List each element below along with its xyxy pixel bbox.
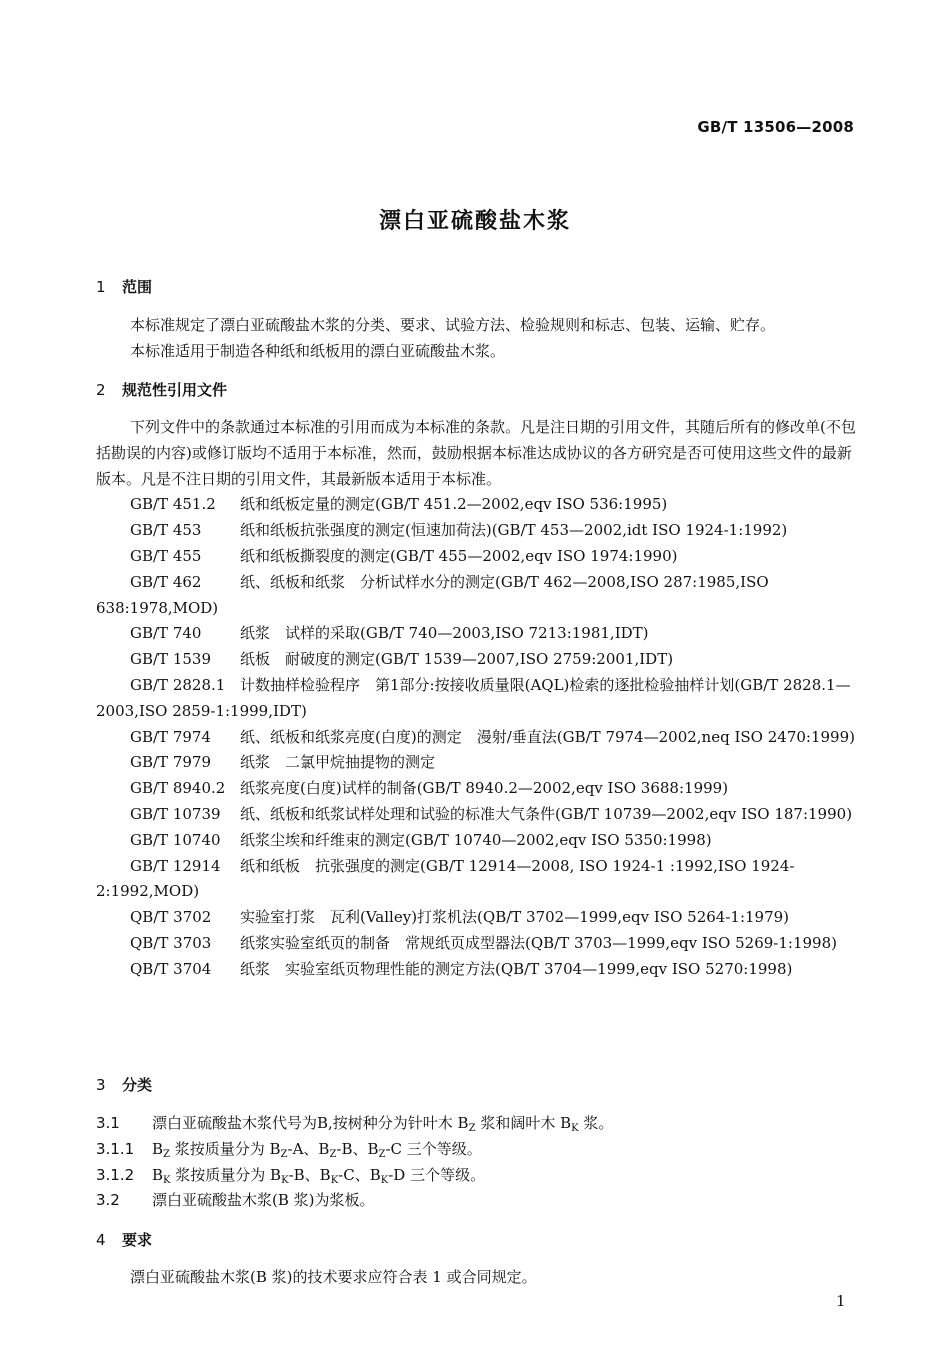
clause-text: -B、B bbox=[288, 1165, 331, 1184]
clause-3-1 bbox=[96, 1111, 856, 1137]
subscript: K bbox=[380, 1174, 389, 1186]
ref-code: QB/T 3704 bbox=[130, 959, 212, 978]
reference-item bbox=[96, 957, 856, 983]
ref-code: GB/T 740 bbox=[130, 624, 202, 643]
subscript: Z bbox=[163, 1148, 170, 1160]
ref-title: 纸浆尘埃和纤维束的测定(GB/T 10740—2002,eqv ISO 5350:1998) bbox=[240, 830, 712, 849]
subscript: K bbox=[330, 1174, 339, 1186]
clause-text: 浆按质量分为 B bbox=[170, 1165, 282, 1184]
ref-title: 纸浆实验室纸页的制备 常规纸页成型器法(QB/T 3703—1999,eqv ISO 5269-1:1998) bbox=[240, 933, 837, 952]
subscript: Z bbox=[280, 1148, 288, 1160]
clause-number: 3.2 bbox=[96, 1191, 120, 1210]
reference-item bbox=[96, 492, 856, 518]
ref-title: 纸浆亮度(白度)试样的制备(GB/T 8940.2—2002,eqv ISO 3688:1999) bbox=[240, 779, 729, 798]
ref-title: 纸浆 二氯甲烷抽提物的测定 bbox=[240, 753, 436, 772]
standard-code: GB/T 13506—2008 bbox=[697, 118, 854, 136]
clause-text: -D 三个等级。 bbox=[388, 1165, 486, 1184]
subscript: K bbox=[281, 1174, 289, 1186]
reference-item bbox=[96, 570, 856, 622]
ref-code: GB/T 7979 bbox=[130, 753, 212, 772]
ref-code: QB/T 3703 bbox=[130, 933, 212, 952]
reference-item bbox=[96, 931, 856, 957]
clause-text: B bbox=[152, 1165, 164, 1184]
section-title: 分类 bbox=[122, 1076, 153, 1094]
ref-code: QB/T 3702 bbox=[130, 908, 212, 927]
clause-number: 3.1.2 bbox=[96, 1165, 135, 1184]
paragraph: 漂白亚硫酸盐木浆(B 浆)的技术要求应符合表 1 或合同规定。 bbox=[130, 1268, 537, 1286]
subscript: Z bbox=[378, 1148, 386, 1160]
reference-item bbox=[96, 621, 856, 647]
clause-text: -C 三个等级。 bbox=[385, 1139, 482, 1158]
section-1-body bbox=[96, 313, 856, 365]
clause-text: B bbox=[152, 1139, 164, 1158]
reference-item bbox=[96, 802, 856, 828]
section-2-heading bbox=[96, 379, 227, 400]
ref-code: GB/T 10740 bbox=[130, 830, 221, 849]
clause-number: 3.1.1 bbox=[96, 1139, 135, 1158]
clause-text: -A、B bbox=[287, 1139, 330, 1158]
ref-title: 计数抽样检验程序 第1部分:按接收质量限(AQL)检索的逐批检验抽样计划(GB/T 2828.1—2003,ISO 2859-1:1999,IDT) bbox=[96, 675, 851, 720]
paragraph: 下列文件中的条款通过本标准的引用而成为本标准的条款。凡是注日期的引用文件，其随后所有的修改单(不包括勘误的内容)或修订版均不适用于本标准，然而，鼓励根据本标准达成协议的各方研究是否可使用这些文件的最新版本。凡是不注日期的引用文件，其最新版本适用于本标准。 bbox=[96, 418, 856, 488]
section-number: 2 bbox=[96, 381, 106, 399]
ref-code: GB/T 8940.2 bbox=[130, 779, 226, 798]
section-1-heading bbox=[96, 276, 152, 297]
ref-title: 纸和纸板定量的测定(GB/T 451.2—2002,eqv ISO 536:1995) bbox=[240, 495, 668, 514]
ref-title: 纸、纸板和纸浆亮度(白度)的测定 漫射/垂直法(GB/T 7974—2002,neq ISO 2470:1999) bbox=[240, 727, 855, 746]
section-number: 3 bbox=[96, 1076, 106, 1094]
reference-item bbox=[96, 828, 856, 854]
paragraph: 本标准规定了漂白亚硫酸盐木浆的分类、要求、试验方法、检验规则和标志、包装、运输、贮存。 bbox=[130, 316, 776, 334]
ref-title: 纸和纸板 抗张强度的测定(GB/T 12914—2008, ISO 1924-1 :1992,ISO 1924-2:1992,MOD) bbox=[96, 856, 795, 901]
clause-text: -B、B bbox=[336, 1139, 379, 1158]
ref-code: GB/T 7974 bbox=[130, 727, 212, 746]
section-title: 要求 bbox=[122, 1231, 153, 1249]
reference-item bbox=[96, 673, 856, 725]
section-4-body bbox=[96, 1265, 856, 1291]
subscript: Z bbox=[468, 1123, 476, 1134]
reference-item bbox=[96, 854, 856, 906]
clause-text: 浆。 bbox=[578, 1114, 614, 1132]
subscript: K bbox=[163, 1174, 171, 1186]
clause-text: -C、B bbox=[338, 1165, 381, 1184]
section-3-heading bbox=[96, 1074, 152, 1095]
ref-title: 实验室打浆 瓦利(Valley)打浆机法(QB/T 3702—1999,eqv ISO 5264-1:1979) bbox=[240, 908, 790, 927]
ref-code: GB/T 2828.1 bbox=[130, 675, 226, 694]
ref-code: GB/T 455 bbox=[130, 546, 202, 565]
clause-3-1-2 bbox=[96, 1163, 856, 1189]
ref-code: GB/T 12914 bbox=[130, 856, 221, 875]
page-number: 1 bbox=[836, 1292, 846, 1310]
paragraph: 本标准适用于制造各种纸和纸板用的漂白亚硫酸盐木浆。 bbox=[130, 341, 506, 360]
document-title: 漂白亚硫酸盐木浆 bbox=[378, 209, 571, 234]
ref-title: 纸和纸板抗张强度的测定(恒速加荷法)(GB/T 453—2002,idt ISO 1924-1:1992) bbox=[240, 521, 788, 540]
reference-item bbox=[96, 750, 856, 776]
section-4-heading bbox=[96, 1229, 152, 1250]
clause-text: 漂白亚硫酸盐木浆(B 浆)为浆板。 bbox=[152, 1191, 375, 1210]
reference-item bbox=[96, 647, 856, 673]
reference-item bbox=[96, 776, 856, 802]
ref-title: 纸和纸板撕裂度的测定(GB/T 455—2002,eqv ISO 1974:1990) bbox=[240, 546, 678, 565]
section-number: 1 bbox=[96, 278, 106, 296]
ref-title: 纸、纸板和纸浆试样处理和试验的标准大气条件(GB/T 10739—2002,eqv ISO 187:1990) bbox=[240, 804, 853, 823]
reference-item bbox=[96, 544, 856, 570]
reference-item bbox=[96, 905, 856, 931]
section-title: 范围 bbox=[122, 278, 153, 296]
ref-code: GB/T 451.2 bbox=[130, 495, 216, 514]
ref-code: GB/T 10739 bbox=[130, 804, 221, 823]
clause-number: 3.1 bbox=[96, 1114, 120, 1132]
reference-item bbox=[96, 725, 856, 751]
ref-code: GB/T 453 bbox=[130, 521, 202, 540]
ref-title: 纸浆 试样的采取(GB/T 740—2003,ISO 7213:1981,IDT) bbox=[240, 624, 649, 643]
subscript: Z bbox=[329, 1148, 337, 1160]
ref-title: 纸浆 实验室纸页物理性能的测定方法(QB/T 3704—1999,eqv ISO 5270:1998) bbox=[240, 959, 793, 978]
ref-code: GB/T 462 bbox=[130, 572, 202, 591]
section-3-body bbox=[96, 1111, 856, 1214]
ref-title: 纸板 耐破度的测定(GB/T 1539—2007,ISO 2759:2001,IDT) bbox=[240, 650, 674, 669]
clause-3-2 bbox=[96, 1188, 856, 1214]
subscript: K bbox=[571, 1123, 579, 1134]
clause-text: 浆按质量分为 B bbox=[169, 1139, 281, 1158]
ref-code: GB/T 1539 bbox=[130, 650, 212, 669]
clause-text: 浆和阔叶木 B bbox=[475, 1114, 572, 1132]
section-title: 规范性引用文件 bbox=[122, 381, 228, 399]
reference-item bbox=[96, 518, 856, 544]
clause-3-1-1 bbox=[96, 1137, 856, 1163]
section-number: 4 bbox=[96, 1231, 106, 1249]
clause-text: 漂白亚硫酸盐木浆代号为B,按树种分为针叶木 B bbox=[152, 1114, 469, 1132]
section-2-body bbox=[96, 415, 856, 983]
ref-title: 纸、纸板和纸浆 分析试样水分的测定(GB/T 462—2008,ISO 287:1985,ISO 638:1978,MOD) bbox=[96, 572, 769, 617]
